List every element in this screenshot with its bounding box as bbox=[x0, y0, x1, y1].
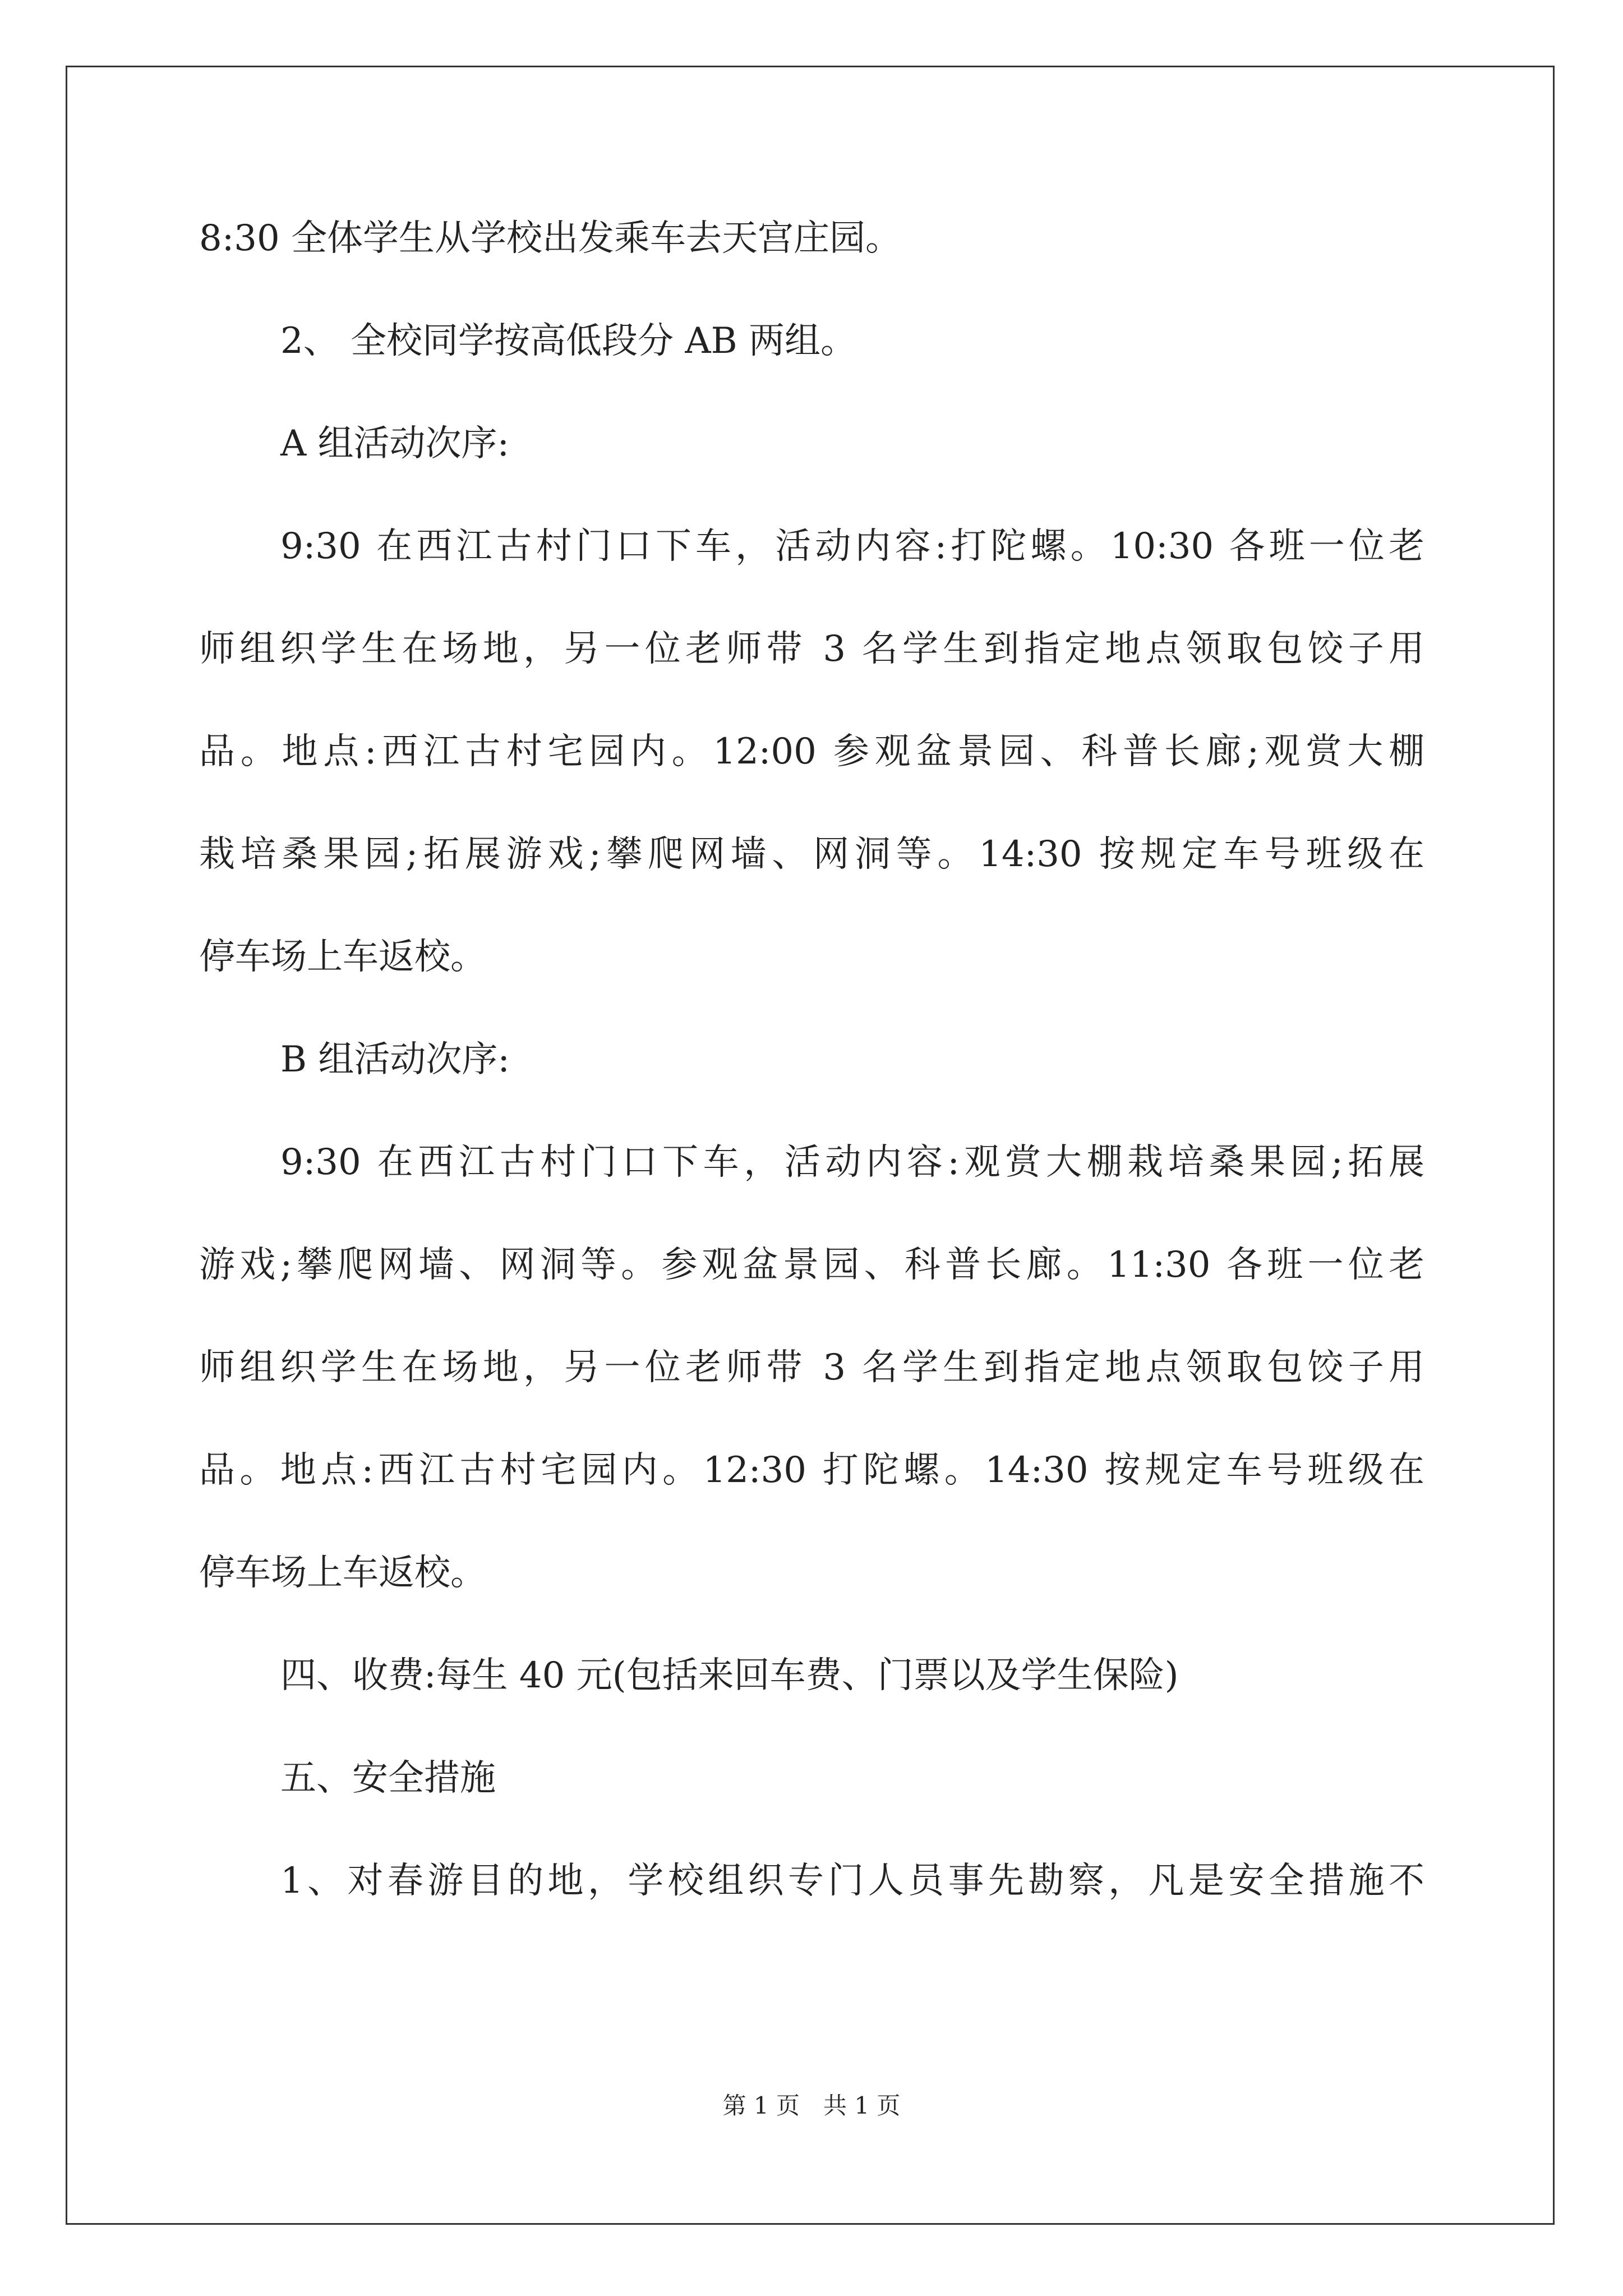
text-line: 师组织学生在场地，另一位老师带 3 名学生到指定地点领取包饺子用 bbox=[199, 1347, 1424, 1388]
text-line: 师组织学生在场地，另一位老师带 3 名学生到指定地点领取包饺子用 bbox=[199, 628, 1424, 670]
text-line: 栽培桑果园;拓展游戏;攀爬网墙、网洞等。14:30 按规定车号班级在 bbox=[199, 834, 1424, 875]
text-line: 停车场上车返校。 bbox=[199, 1552, 486, 1594]
text-line: 停车场上车返校。 bbox=[199, 936, 486, 978]
text-line: A 组活动次序: bbox=[280, 423, 510, 464]
text-line: 四、收费:每生 40 元(包括来回车费、门票以及学生保险) bbox=[280, 1655, 1179, 1696]
text-line: 8:30 全体学生从学校出发乘车去天宫庄园。 bbox=[199, 218, 902, 259]
text-line: 游戏;攀爬网墙、网洞等。参观盆景园、科普长廊。11:30 各班一位老 bbox=[199, 1244, 1424, 1286]
text-line: 五、安全措施 bbox=[280, 1757, 496, 1799]
text-line: 1、对春游目的地，学校组织专门人员事先勘察，凡是安全措施不 bbox=[280, 1860, 1424, 1902]
text-line: 2、 全校同学按高低段分 AB 两组。 bbox=[280, 320, 856, 362]
text-line: 品。地点:西江古村宅园内。12:00 参观盆景园、科普长廊;观赏大棚 bbox=[199, 731, 1424, 772]
text-line: 9:30 在西江古村门口下车，活动内容:观赏大棚栽培桑果园;拓展 bbox=[280, 1142, 1424, 1183]
text-line: 9:30 在西江古村门口下车，活动内容:打陀螺。10:30 各班一位老 bbox=[280, 526, 1424, 567]
page-number-footer: 第 1 页 共 1 页 bbox=[722, 2092, 901, 2119]
text-line: 品。地点:西江古村宅园内。12:30 打陀螺。14:30 按规定车号班级在 bbox=[199, 1450, 1424, 1491]
text-line: B 组活动次序: bbox=[280, 1039, 510, 1080]
